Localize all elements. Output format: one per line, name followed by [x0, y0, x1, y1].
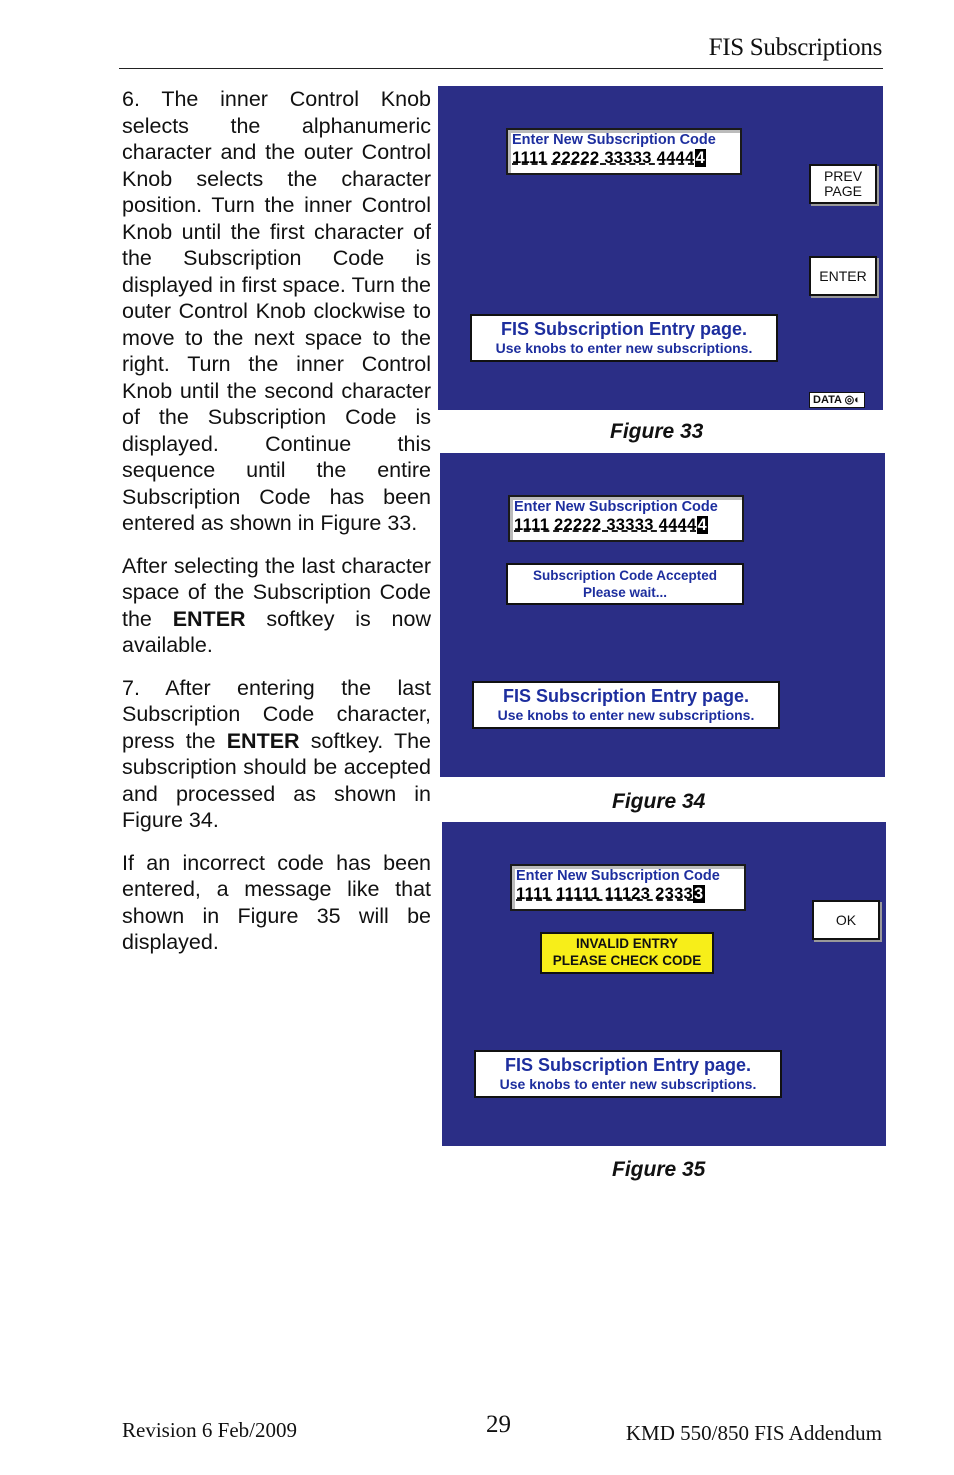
- page-label: PAGE: [824, 183, 862, 199]
- entry-page-title: FIS Subscription Entry page.: [500, 319, 748, 339]
- p2-text-a: After selecting the last character space of the Subscription Code the: [122, 553, 431, 631]
- entry-page-message: [470, 314, 778, 362]
- prev-label: PREV: [823, 168, 863, 184]
- code-entry-value: [512, 149, 706, 168]
- code-entry-title: Enter New Subscription Code: [514, 499, 718, 515]
- entry-page-title: FIS Subscription Entry page.: [502, 686, 750, 706]
- code-entry-title: Enter New Subscription Code: [516, 868, 720, 884]
- paragraph-enter-available: [122, 553, 431, 659]
- code-digits: 1111 22222 33333 4444: [512, 149, 695, 167]
- page-header-title: FIS Subscriptions: [708, 34, 882, 61]
- figure-35-caption: Figure 35: [612, 1158, 706, 1181]
- data-label: DATA: [813, 394, 842, 406]
- paragraph-incorrect-code: If an incorrect code has been entered, a message like that shown in Figure 35 will be displayed.: [122, 850, 431, 954]
- check-code-text: PLEASE CHECK CODE: [552, 953, 702, 968]
- footer-revision: Revision 6 Feb/2009: [122, 1418, 298, 1442]
- ok-softkey[interactable]: OK: [812, 900, 880, 940]
- code-entry-value: [514, 516, 708, 535]
- enter-softkey[interactable]: ENTER: [809, 256, 877, 296]
- entry-page-title: FIS Subscription Entry page.: [504, 1055, 752, 1075]
- code-entry-box[interactable]: [510, 864, 746, 911]
- invalid-entry-text: INVALID ENTRY: [575, 936, 678, 951]
- entry-page-message: [472, 681, 780, 729]
- header-rule: [119, 68, 883, 69]
- code-cursor: 4: [697, 516, 707, 534]
- data-link-icon: ◎◐: [844, 394, 861, 406]
- entry-page-subtitle: Use knobs to enter new subscriptions.: [495, 340, 753, 356]
- code-entry-box[interactable]: [506, 128, 742, 175]
- figure-34-caption: Figure 34: [612, 790, 706, 813]
- figure-34-screen: [440, 453, 885, 777]
- code-entry-title: Enter New Subscription Code: [512, 132, 716, 148]
- p2-text-b: softkey is now available.: [122, 606, 432, 657]
- entry-page-subtitle: Use knobs to enter new subscriptions.: [497, 707, 755, 723]
- code-digits: 1111 11111 11123 2333: [516, 885, 694, 903]
- entry-page-subtitle: Use knobs to enter new subscriptions.: [499, 1076, 757, 1092]
- invalid-entry-box: [540, 932, 714, 974]
- figure-33-caption: Figure 33: [610, 420, 704, 443]
- entry-page-message: [474, 1050, 782, 1098]
- paragraph-step-7: [122, 675, 431, 834]
- code-digits: 1111 22222 33333 4444: [514, 516, 697, 534]
- figure-35-screen: [442, 822, 886, 1146]
- p2-bold-enter: ENTER: [172, 606, 246, 631]
- code-cursor: 4: [695, 149, 705, 167]
- code-entry-value: [516, 885, 705, 904]
- code-accepted-box: [506, 563, 744, 605]
- p3-text-a: 7. After entering the last Subscription Code character, press the: [122, 675, 431, 753]
- prev-page-softkey[interactable]: [809, 164, 877, 204]
- figure-33-screen: [438, 86, 883, 410]
- code-cursor: 3: [694, 885, 704, 903]
- data-indicator: [809, 392, 865, 408]
- accepted-text: Subscription Code Accepted: [532, 568, 718, 583]
- code-entry-box[interactable]: [508, 495, 744, 542]
- footer-page-number: 29: [486, 1411, 511, 1438]
- paragraph-step-6: 6. The inner Control Knob selects the alphanumeric character and the outer Control Knob selects the character position. Turn the inner Control Knob until the first character of the Subscription Code is displayed in first space. Turn the outer Control Knob clockwise to move to the next space to the right. Turn the inner Control Knob until the second character of the Subscription Code is displayed. Continue this sequence until the entire Subscription Code has been entered as shown in Figure 33.: [122, 87, 431, 535]
- p3-bold-enter: ENTER: [226, 728, 300, 753]
- text-column: [122, 86, 431, 972]
- footer-doc-title: KMD 550/850 FIS Addendum: [625, 1421, 882, 1445]
- please-wait-text: Please wait...: [582, 585, 668, 600]
- p3-text-b: softkey. The subscription should be accepted and processed as shown in Figure 34.: [122, 728, 431, 832]
